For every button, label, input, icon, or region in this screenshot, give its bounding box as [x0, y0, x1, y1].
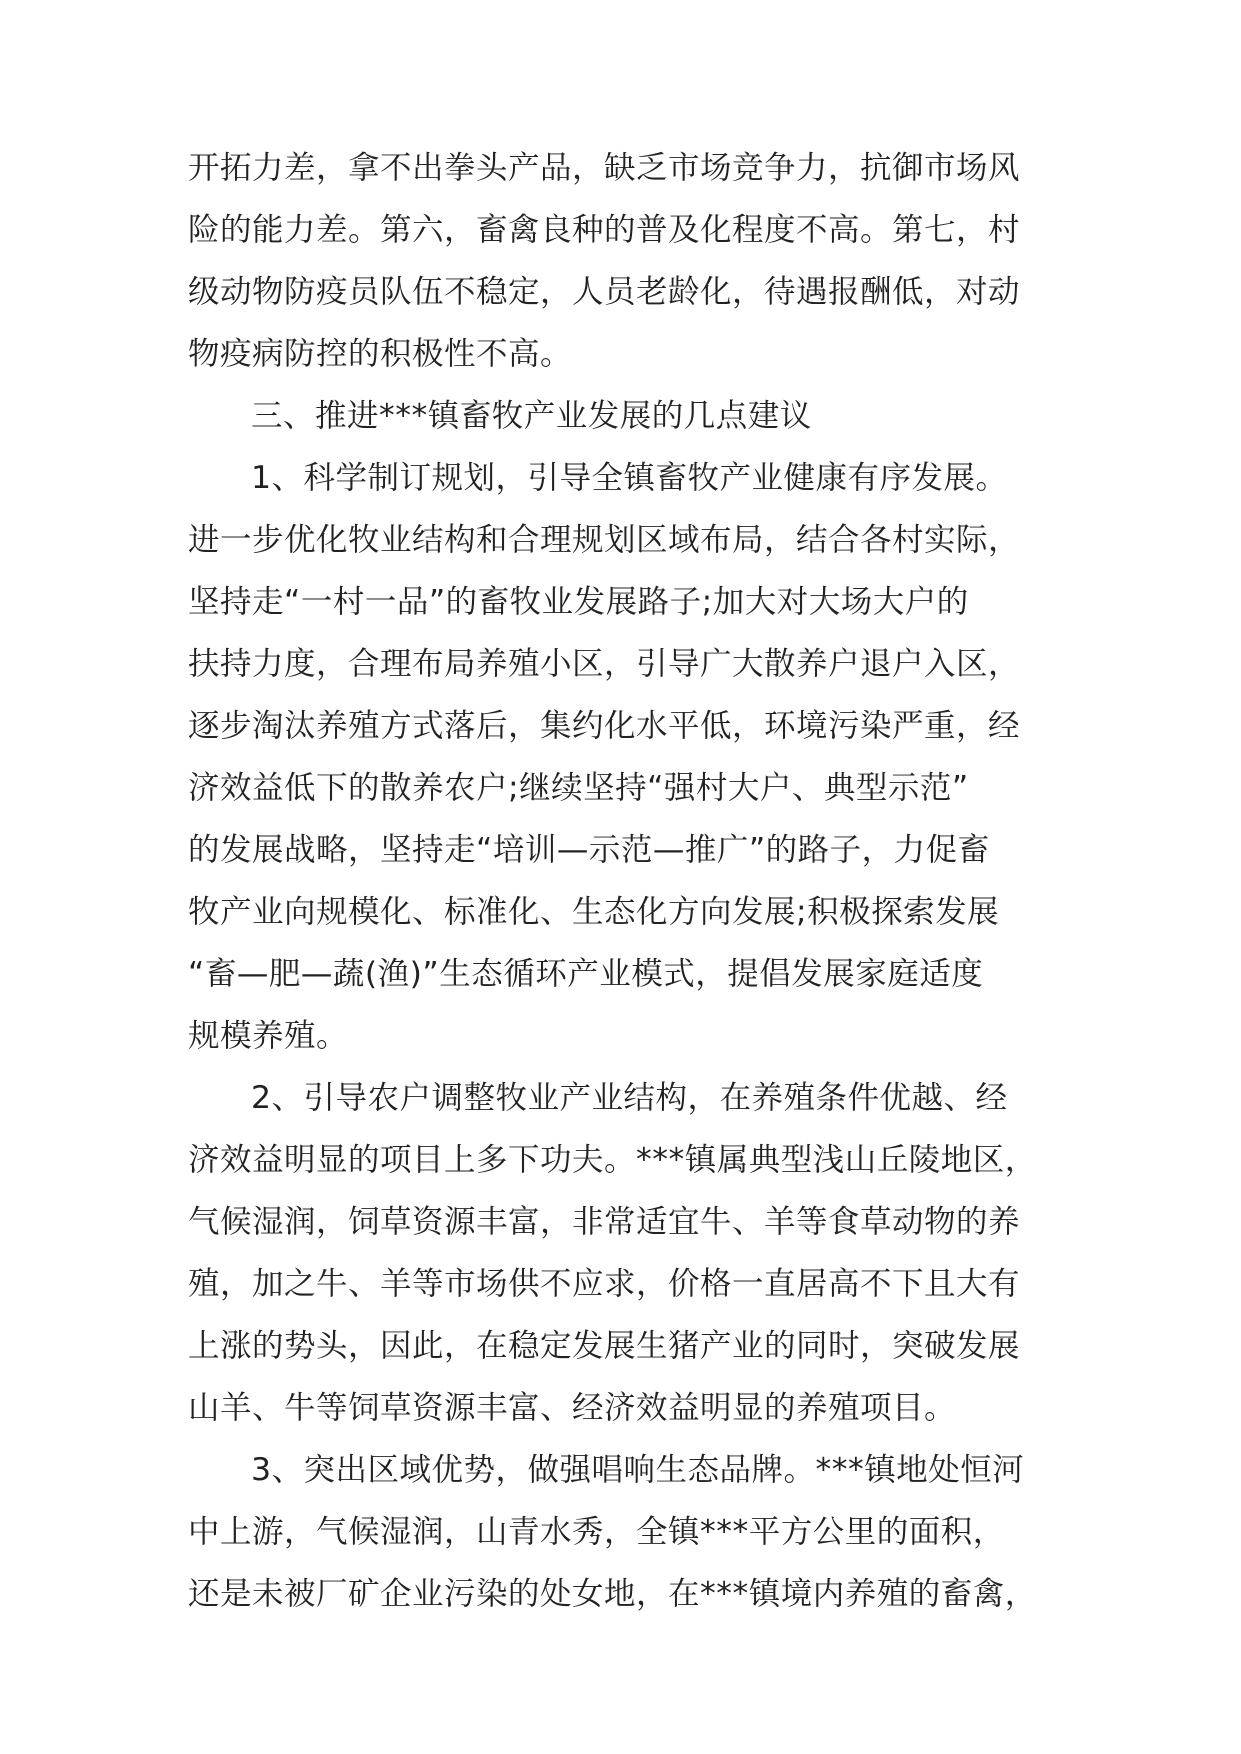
text-line: 的发展战略，坚持走“培训—示范—推广”的路子，力促畜 — [188, 832, 990, 868]
text-line: 物疫病防控的积极性不高。 — [188, 336, 573, 372]
section-heading: 三、推进***镇畜牧产业发展的几点建议 — [251, 398, 812, 434]
text-line: 济效益低下的散养农户;继续坚持“强村大户、典型示范” — [188, 770, 969, 806]
text-line: 进一步优化牧业结构和合理规划区域布局，结合各村实际， — [188, 522, 1021, 558]
text-line: 开拓力差，拿不出拳头产品，缺乏市场竞争力，抗御市场风 — [188, 150, 1021, 186]
text-line: 3、突出区域优势，做强唱响生态品牌。***镇地处恒河 — [251, 1452, 1025, 1488]
text-line: 殖，加之牛、羊等市场供不应求，价格一直居高不下且大有 — [188, 1266, 1021, 1302]
text-line: 山羊、牛等饲草资源丰富、经济效益明显的养殖项目。 — [188, 1390, 957, 1426]
text-line: 规模养殖。 — [188, 1018, 349, 1054]
text-line: 上涨的势头，因此，在稳定发展生猪产业的同时，突破发展 — [188, 1328, 1021, 1364]
text-line: 还是未被厂矿企业污染的处女地，在***镇境内养殖的畜禽， — [188, 1576, 1037, 1612]
text-line: 中上游，气候湿润，山青水秀，全镇***平方公里的面积， — [188, 1514, 1005, 1550]
text-line: 济效益明显的项目上多下功夫。***镇属典型浅山丘陵地区， — [188, 1142, 1037, 1178]
text-line: 逐步淘汰养殖方式落后，集约化水平低，环境污染严重，经 — [188, 708, 1021, 744]
text-line: 坚持走“一村一品”的畜牧业发展路子;加大对大场大户的 — [188, 584, 969, 620]
text-line: 牧产业向规模化、标准化、生态化方向发展;积极探索发展 — [188, 894, 1000, 930]
text-line: 级动物防疫员队伍不稳定，人员老龄化，待遇报酬低，对动 — [188, 274, 1021, 310]
text-line: 险的能力差。第六，畜禽良种的普及化程度不高。第七，村 — [188, 212, 1021, 248]
text-line: 扶持力度，合理布局养殖小区，引导广大散养户退户入区， — [188, 646, 1021, 682]
text-line: 气候湿润，饲草资源丰富，非常适宜牛、羊等食草动物的养 — [188, 1204, 1021, 1240]
text-line: “畜—肥—蔬(渔)”生态循环产业模式，提倡发展家庭适度 — [188, 956, 984, 992]
text-line: 2、引导农户调整牧业产业结构，在养殖条件优越、经 — [251, 1080, 1008, 1116]
text-line: 1、科学制订规划，引导全镇畜牧产业健康有序发展。 — [251, 460, 1008, 496]
